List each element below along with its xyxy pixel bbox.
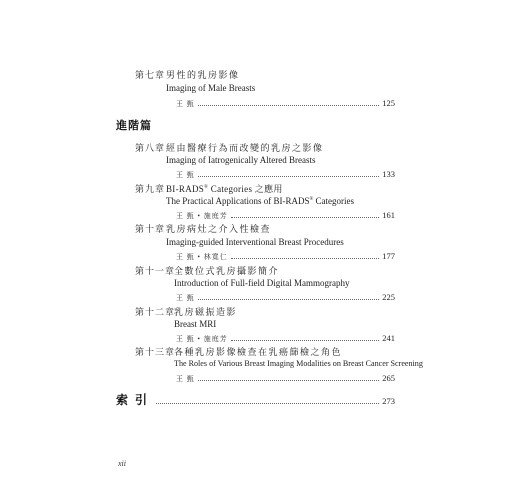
dot-leader xyxy=(231,258,380,259)
chapter-8-author-line xyxy=(176,169,395,180)
dot-leader xyxy=(231,340,380,341)
chapter-10-author: 王 甄 • 林寬仁 xyxy=(176,253,228,261)
chapter-8-zh-title: 經由醫療行為而改變的乳房之影像 xyxy=(166,143,324,153)
footer-page-number: xii xyxy=(118,459,126,468)
chapter-12-zh-title: 乳房磁振造影 xyxy=(174,307,238,317)
chapter-7-author-line xyxy=(176,98,395,109)
chapter-10-author-line xyxy=(176,251,395,262)
index-title: 索引 xyxy=(116,393,155,407)
chapter-7-en-title: Imaging of Male Breasts xyxy=(166,83,256,93)
chapter-11-en-title: Introduction of Full-field Digital Mammography xyxy=(174,278,350,288)
chapter-11-page: 225 xyxy=(382,292,395,302)
dot-leader xyxy=(198,299,380,300)
chapter-12-author: 王 甄 • 施庭芳 xyxy=(176,335,228,343)
chapter-13-en-title: The Roles of Various Breast Imaging Modalities on Breast Cancer Screening xyxy=(174,359,423,368)
chapter-9-en-prefix: The Practical Applications of BI-RADS xyxy=(166,196,310,206)
chapter-8-page: 133 xyxy=(382,169,395,179)
dot-leader xyxy=(198,380,380,381)
chapter-12-author-line xyxy=(176,333,395,344)
chapter-7-page: 125 xyxy=(382,98,395,108)
chapter-9-author-line xyxy=(176,210,395,221)
registered-mark: ® xyxy=(204,185,209,190)
chapter-13-author: 王 甄 xyxy=(176,375,195,383)
chapter-8-author: 王 甄 xyxy=(176,171,195,179)
chapter-9-page: 161 xyxy=(382,210,395,220)
dot-leader xyxy=(156,403,379,404)
chapter-11-author: 王 甄 xyxy=(176,294,195,302)
chapter-11-number: 第十一章 xyxy=(135,266,176,276)
chapter-13-author-line xyxy=(176,373,395,384)
dot-leader xyxy=(198,105,380,106)
chapter-10-page: 177 xyxy=(382,251,395,261)
chapter-12-page: 241 xyxy=(382,333,395,343)
chapter-9-en-title xyxy=(166,196,354,206)
chapter-13-number: 第十三章 xyxy=(135,347,176,357)
chapter-9-author: 王 甄 • 施庭芳 xyxy=(176,212,228,220)
chapter-10-en-title: Imaging-guided Interventional Breast Procedures xyxy=(166,237,344,247)
chapter-11-author-line xyxy=(176,292,395,303)
chapter-7-zh-title: 男性的乳房影像 xyxy=(166,70,240,80)
chapter-11-zh-title: 全數位式乳房攝影簡介 xyxy=(174,266,280,276)
dot-leader xyxy=(231,217,380,218)
registered-mark: ® xyxy=(309,197,314,202)
chapter-9-zh-suffix: Categories 之應用 xyxy=(208,184,283,194)
chapter-8-en-title: Imaging of Iatrogenically Altered Breasts xyxy=(166,155,316,165)
chapter-10-zh-title: 乳房病灶之介入性檢查 xyxy=(166,224,272,234)
chapter-9-zh-title xyxy=(166,182,283,195)
chapter-13-zh-title: 各種乳房影像檢查在乳癌篩檢之角色 xyxy=(174,347,343,357)
chapter-8-number: 第八章 xyxy=(135,143,166,153)
chapter-7-author: 王 甄 xyxy=(176,100,195,108)
chapter-9-en-suffix: Categories xyxy=(313,196,355,206)
chapter-10-number: 第十章 xyxy=(135,224,166,234)
dot-leader xyxy=(198,176,380,177)
chapter-7-number: 第七章 xyxy=(135,70,166,80)
section-title-advanced: 進階篇 xyxy=(116,119,152,132)
chapter-12-en-title: Breast MRI xyxy=(174,319,217,329)
chapter-13-page: 265 xyxy=(382,373,395,383)
chapter-12-number: 第十二章 xyxy=(135,307,176,317)
chapter-9-number: 第九章 xyxy=(135,184,166,194)
index-line xyxy=(116,391,395,408)
chapter-9-zh-prefix: BI-RADS xyxy=(166,184,205,194)
index-page: 273 xyxy=(382,396,395,406)
